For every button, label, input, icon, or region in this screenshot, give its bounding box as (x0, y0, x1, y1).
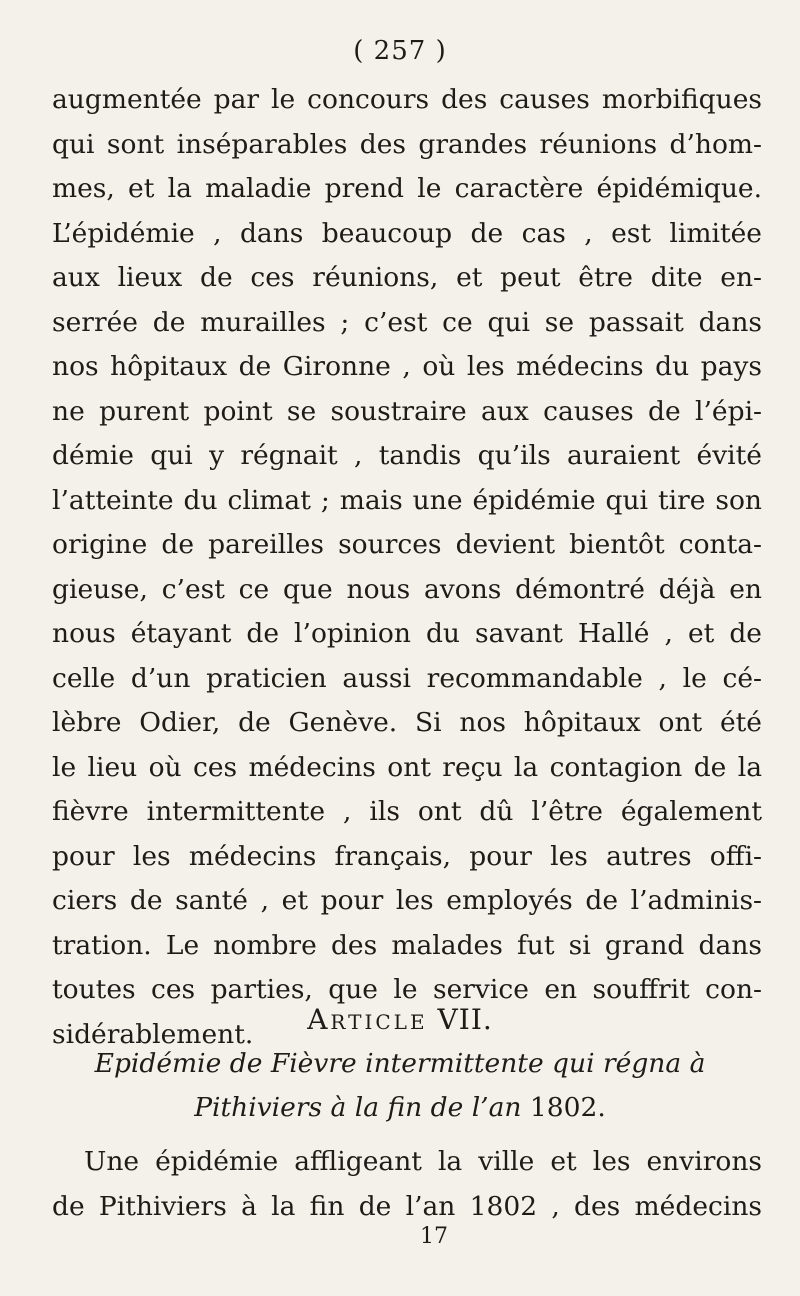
article-subtitle-line-1: Epidémie de Fièvre intermittente qui régna à (94, 1048, 706, 1079)
text-line: Une épidémie affligeant la ville et les environs (84, 1146, 762, 1177)
text-line: ne purent point se soustraire aux causes de l’épi- (52, 395, 762, 427)
text-line: qui sont inséparables des grandes réunions d’hom- (52, 128, 762, 160)
text-line: toutes ces parties, que le service en souffrit con- (52, 974, 762, 1005)
body-text (52, 78, 762, 1057)
subtitle-year: 1802. (529, 1092, 606, 1123)
text-line: démie qui y régnait , tandis qu’ils auraient évité (52, 440, 762, 471)
text-line: ciers de santé , et pour les employés de l’adminis- (52, 885, 762, 916)
text-line: aux lieux de ces réunions, et peut être dite en- (52, 262, 762, 293)
page-number: ( 257 ) (353, 36, 447, 66)
text-line: mes, et la maladie prend le caractère épidémique. (52, 173, 762, 204)
subtitle-text: Pithiviers à la fin de l’an (194, 1092, 522, 1123)
text-line: tration. Le nombre des malades fut si grand dans (52, 929, 762, 961)
article-word: Article (307, 1003, 428, 1036)
text-line: augmentée par le concours des causes morbifiques (52, 84, 762, 115)
text-line: pour les médecins français, pour les autres offi- (52, 840, 762, 872)
text-line: de Pithiviers à la fin de l’an 1802 , des médecins (52, 1190, 762, 1222)
body-text-2 (52, 1140, 762, 1229)
text-line: gieuse, c’est ce que nous avons démontré déjà en (52, 573, 762, 605)
text-line: lèbre Odier, de Genève. Si nos hôpitaux ont été (52, 707, 762, 738)
text-line: l’atteinte du climat ; mais une épidémie qui tire son (52, 484, 762, 516)
article-heading (0, 1003, 800, 1036)
text-line: L’épidémie , dans beaucoup de cas , est limitée (52, 217, 762, 249)
text-line: sidérablement. (52, 1018, 254, 1050)
text-line: le lieu où ces médecins ont reçu la contagion de la (52, 751, 762, 783)
text-line: nos hôpitaux de Gironne , où les médecins du pays (52, 351, 762, 382)
signature-mark: 17 (420, 1224, 448, 1249)
text-line: celle d’un praticien aussi recommandable , le cé- (52, 662, 762, 694)
article-subtitle-line-2 (0, 1092, 800, 1123)
text-line: serrée de murailles ; c’est ce qui se passait dans (52, 306, 762, 338)
article-number: VII. (437, 1003, 493, 1036)
text-line: nous étayant de l’opinion du savant Hallé , et de (52, 618, 762, 649)
text-line: fièvre intermittente , ils ont dû l’être également (52, 796, 762, 827)
text-line: origine de pareilles sources devient bientôt conta- (52, 529, 762, 560)
